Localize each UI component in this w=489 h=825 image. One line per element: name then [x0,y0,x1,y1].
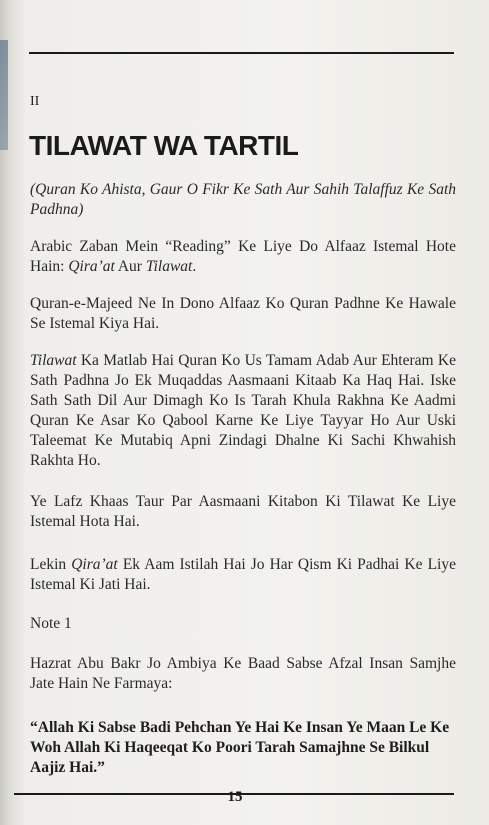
page-number: 15 [227,789,243,805]
header-rule [29,52,454,54]
paragraph-quran-usage: Quran-e-Majeed Ne In Dono Alfaaz Ko Quran Padhne Ke Hawale Se Istemal Kiya Hai. [30,295,456,332]
paragraph-qiraat-general [30,555,456,595]
paragraph-text: . [192,258,197,275]
paragraph-text: Lekin [30,556,72,573]
abu-bakr-quote: “Allah Ki Sabse Badi Pehchan Ye Hai Ke Insan Ye Maan Le Ke Woh Allah Ki Haqeeqat Ko Poori Tarah Samajhne Se Bilkul Aajiz Hai.” [30,719,450,776]
book-spine-edge [0,40,8,150]
paragraph-text: Aur [114,258,146,275]
term-tilawat: Tilawat [145,258,193,275]
paragraph-text: Arabic Zaban Mein “Reading” Ke Liye Do Alfaaz Istemal Hote Hain: [30,238,456,275]
paragraph-tilawat-meaning [30,351,456,471]
note-label: Note 1 [30,615,72,632]
chapter-number: II [30,94,40,109]
paragraph-reading-words [30,237,456,277]
chapter-title: TILAWAT WA TARTIL [29,130,299,161]
paragraph-heavenly-books: Ye Lafz Khaas Taur Par Aasmaani Kitabon Ki Tilawat Ke Liye Istemal Hota Hai. [30,493,456,530]
paragraph-abu-bakr: Hazrat Abu Bakr Jo Ambiya Ke Baad Sabse Afzal Insan Samjhe Jate Hain Ne Farmaya: [30,655,456,692]
paragraph-text: Ek Aam Istilah Hai Jo Har Qism Ki Padhai Ke Liye Istemal Ki Jati Hai. [30,556,456,593]
term-qiraat: Qira’at [68,258,115,275]
chapter-subtitle: (Quran Ko Ahista, Gaur O Fikr Ke Sath Aur Sahih Talaffuz Ke Sath Padhna) [30,181,456,218]
term-tilawat: Tilawat [30,352,77,369]
paragraph-text: Ka Matlab Hai Quran Ko Us Tamam Adab Aur Ehteram Ke Sath Padhna Jo Ek Muqaddas Aasmaani Kitaab Ka Haq Hai. Iske Sath Sath Dil Aur Dimagh Ko Is Tarah Khula Rakhna Ke Aadmi Quran Ke Asar Ko Qabool Karne Ke Liye Tayyar Ho Aur Uski Taleemat Ke Mutabiq Apni Zindagi Dhalne Ki Sachi Khwahish Rakhta Ho. [30,352,456,469]
term-qiraat: Qira’at [71,556,118,573]
